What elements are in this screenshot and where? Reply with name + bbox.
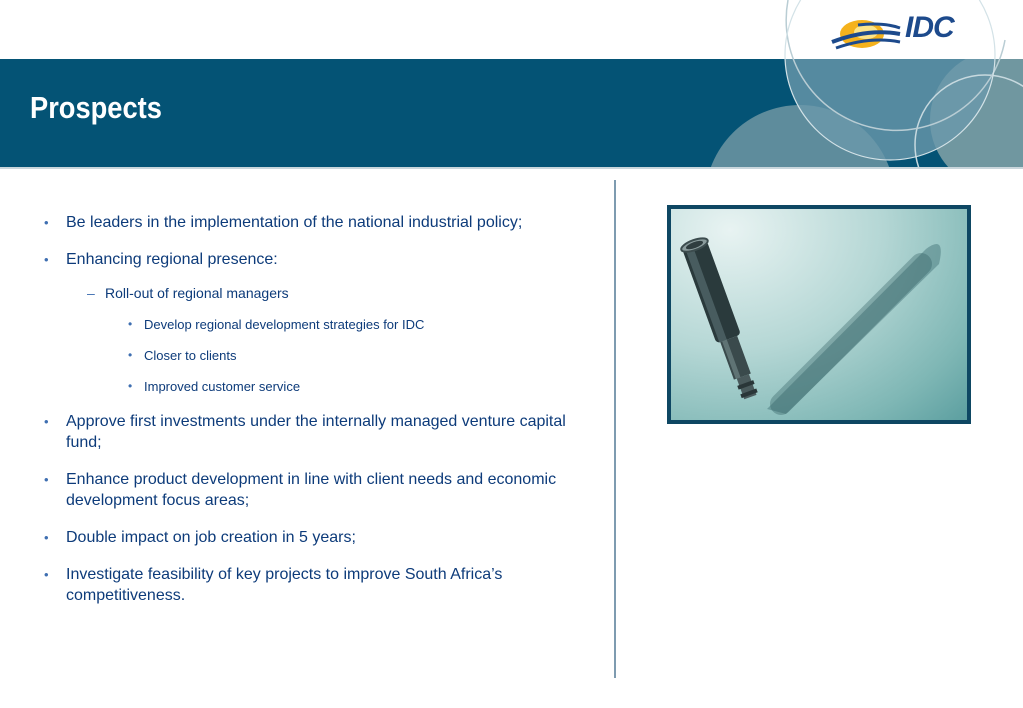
bullet-text: Double impact on job creation in 5 years; (66, 529, 356, 546)
bullet-marker: • (44, 215, 49, 230)
logo-text: IDC (905, 11, 954, 44)
bullet-text: Enhance product development in line with client needs and economic development focus areas; (66, 471, 557, 509)
list-item (44, 469, 584, 511)
list-item (44, 564, 584, 606)
bullet-text: Investigate feasibility of key projects to improve South Africa’s competitiveness. (66, 566, 503, 604)
bullet-marker: • (44, 567, 49, 582)
bullet-list (44, 212, 584, 622)
bullet-text: Develop regional development strategies for IDC (144, 317, 425, 332)
list-item (44, 284, 584, 302)
bullet-marker: • (128, 379, 133, 393)
bullet-marker: • (128, 348, 133, 362)
bullet-text: Roll-out of regional managers (105, 285, 289, 301)
bullet-marker: • (44, 472, 49, 487)
photo-frame (667, 205, 971, 424)
bullet-marker: • (44, 414, 49, 429)
vertical-divider (614, 180, 616, 678)
bullet-text: Approve first investments under the internally managed venture capital fund; (66, 413, 566, 451)
list-item (44, 527, 584, 548)
list-item (44, 347, 584, 364)
bullet-text: Enhancing regional presence: (66, 251, 278, 268)
telescope-photo (671, 209, 967, 420)
list-item (44, 212, 584, 233)
bullet-marker: • (44, 530, 49, 545)
bullet-text: Improved customer service (144, 379, 301, 394)
list-item (44, 249, 584, 270)
list-item (44, 316, 584, 333)
slide-title: Prospects (30, 90, 162, 125)
bullet-marker: – (87, 285, 95, 301)
list-item (44, 378, 584, 395)
header-underline (0, 167, 1023, 169)
telescope-icon (671, 209, 967, 420)
bullet-text: Be leaders in the implementation of the national industrial policy; (66, 214, 523, 231)
list-item (44, 411, 584, 453)
bullet-text: Closer to clients (144, 348, 237, 363)
bullet-marker: • (44, 252, 49, 267)
bullet-marker: • (128, 317, 133, 331)
